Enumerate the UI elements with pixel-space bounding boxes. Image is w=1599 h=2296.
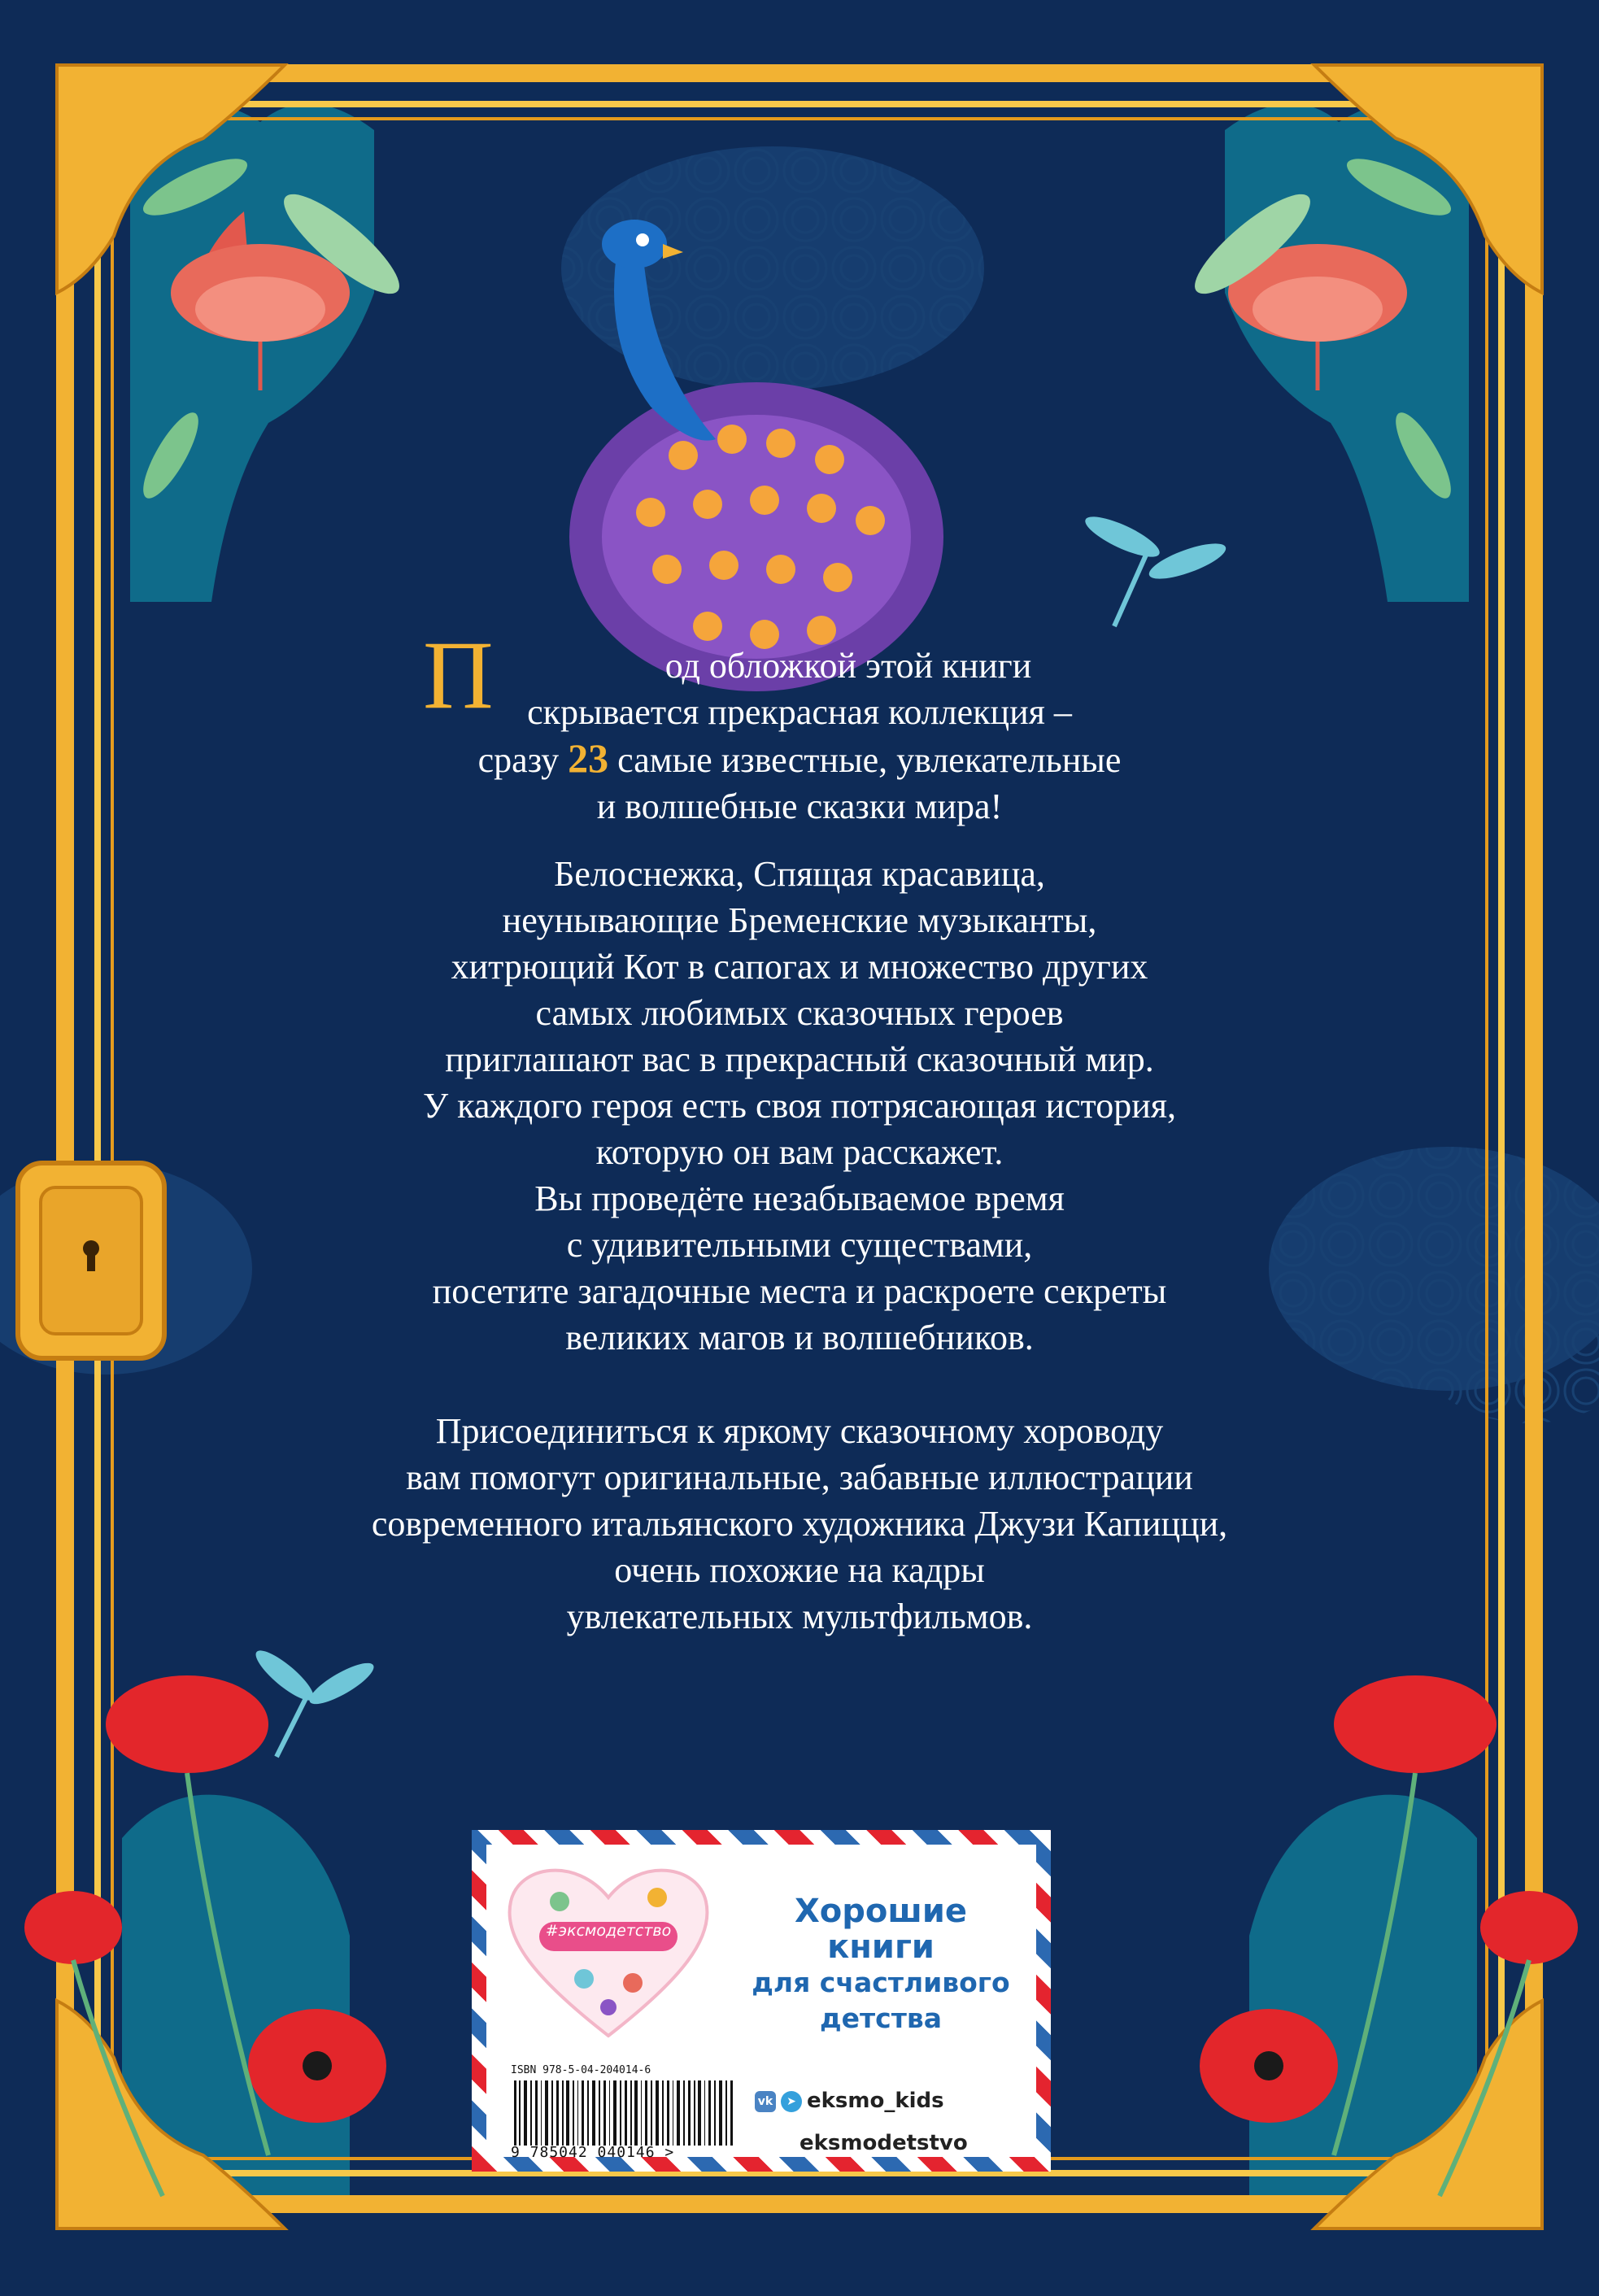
social-vk[interactable]: vk ➤ eksmo_kids	[755, 2089, 944, 2113]
body-line: посетите загадочные места и раскроете секреты	[432, 1271, 1167, 1311]
body-line: вам помогут оригинальные, забавные иллюстрации	[406, 1457, 1193, 1497]
heroes-paragraph	[244, 851, 1355, 1361]
illustrations-paragraph	[244, 1408, 1355, 1640]
social-site[interactable]: eksmodetstvo	[800, 2131, 968, 2155]
intro-line: сразу 23 самые известные, увлекательные	[477, 735, 1122, 781]
body-line: неунывающие Бременские музыканты,	[502, 900, 1097, 940]
telegram-icon: ➤	[781, 2091, 802, 2112]
body-line: с удивительными существами,	[566, 1225, 1033, 1265]
vk-icon: vk	[755, 2091, 776, 2112]
body-line: великих магов и волшебников.	[565, 1318, 1034, 1357]
body-line: очень похожие на кадры	[614, 1550, 985, 1590]
body-line: У каждого героя есть своя потрясающая история,	[423, 1086, 1176, 1126]
intro-line: од обложкой этой книги	[664, 646, 1032, 686]
description-text	[244, 621, 1355, 1640]
tale-count: 23	[568, 735, 609, 781]
slogan: Хорошие книги для счастливого детства	[752, 1893, 1010, 2034]
body-line: Вы проведёте незабываемое время	[534, 1178, 1065, 1218]
intro-paragraph	[244, 621, 1355, 830]
heart-logo-icon	[503, 1857, 714, 2044]
drop-cap: П	[423, 621, 494, 729]
intro-line: и волшебные сказки мира!	[596, 786, 1003, 826]
body-line: Белоснежка, Спящая красавица,	[554, 854, 1045, 894]
body-line: приглашают вас в прекрасный сказочный мир.	[445, 1039, 1154, 1079]
body-line: современного итальянского художника Джузи Капицци,	[371, 1504, 1228, 1544]
body-line: самых любимых сказочных героев	[535, 993, 1064, 1033]
barcode-digits: 9 785042 040146 >	[511, 2144, 675, 2161]
isbn-label: ISBN 978-5-04-204014-6	[511, 2064, 651, 2076]
publisher-sticker	[472, 1830, 1051, 2172]
body-line: увлекательных мультфильмов.	[566, 1597, 1033, 1636]
body-line: которую он вам расскажет.	[595, 1132, 1004, 1172]
body-line: Присоединиться к яркому сказочному хороводу	[435, 1411, 1164, 1451]
hashtag-label: #эксмодетство	[545, 1922, 672, 1940]
barcode	[511, 2080, 743, 2146]
intro-line: скрывается прекрасная коллекция –	[527, 692, 1072, 732]
body-line: хитрющий Кот в сапогах и множество других	[451, 947, 1148, 987]
golden-lock-icon	[18, 1163, 164, 1358]
